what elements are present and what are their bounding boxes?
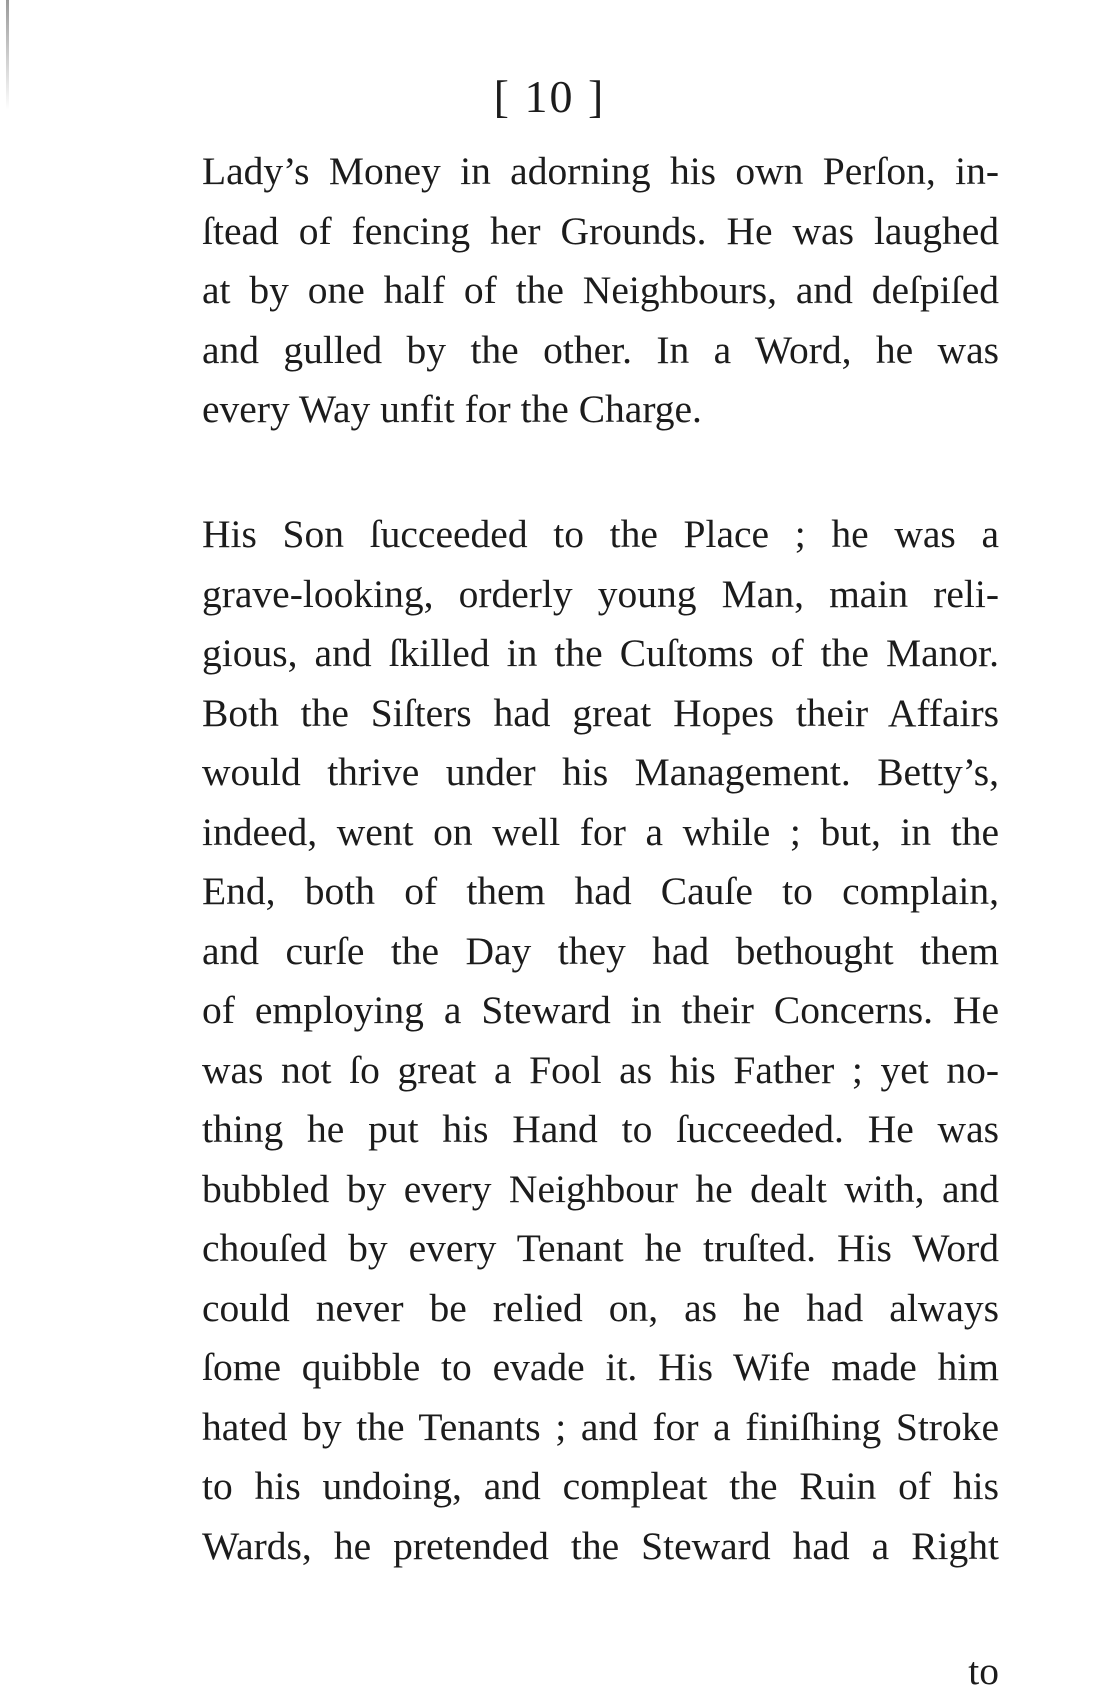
- text-line: thing he put his Hand to ſucceeded. He was: [202, 1107, 999, 1151]
- text-line: every Way unfit for the Charge.: [202, 387, 702, 431]
- text-line: Lady’s Money in adorning his own Perſon, in-: [202, 149, 999, 193]
- text-line: hated by the Tenants ; and for a finiſhing Stroke: [202, 1404, 999, 1449]
- text-line: Wards, he pretended the Steward had a Right: [202, 1523, 999, 1568]
- text-line: indeed, went on well for a while ; but, in the: [202, 809, 999, 854]
- text-line: at by one half of the Neighbours, and deſpiſed: [202, 268, 999, 312]
- text-line: End, both of them had Cauſe to complain,: [202, 869, 999, 913]
- text-line: and gulled by the other. In a Word, he was: [202, 327, 999, 372]
- text-line: Both the Siſters had great Hopes their Affairs: [202, 690, 999, 735]
- text-line: could never be relied on, as he had always: [202, 1285, 999, 1330]
- text-line: ſtead of fencing her Grounds. He was laughed: [202, 208, 999, 253]
- text-line: ſome quibble to evade it. His Wife made him: [202, 1345, 999, 1389]
- text-line: bubbled by every Neighbour he dealt with, and: [202, 1166, 999, 1211]
- text-line: His Son ſucceeded to the Place ; he was a: [202, 512, 999, 556]
- catchword: to: [968, 1649, 999, 1693]
- text-line: of employing a Steward in their Concerns. He: [202, 988, 999, 1032]
- text-line: and curſe the Day they had bethought them: [202, 928, 999, 973]
- text-line: to his undoing, and compleat the Ruin of his: [202, 1464, 999, 1508]
- text-line: gious, and ſkilled in the Cuſtoms of the Manor.: [202, 631, 999, 675]
- text-line: chouſed by every Tenant he truſted. His Word: [202, 1226, 999, 1270]
- text-line: grave-looking, orderly young Man, main reli-: [202, 571, 999, 616]
- paragraph-2: [202, 505, 999, 1576]
- page-number: [ 10 ]: [493, 71, 606, 122]
- text-line: would thrive under his Management. Betty’s,: [202, 750, 999, 794]
- text-line: was not ſo great a Fool as his Father ; yet no-: [202, 1047, 999, 1092]
- paragraph-1: [202, 142, 999, 440]
